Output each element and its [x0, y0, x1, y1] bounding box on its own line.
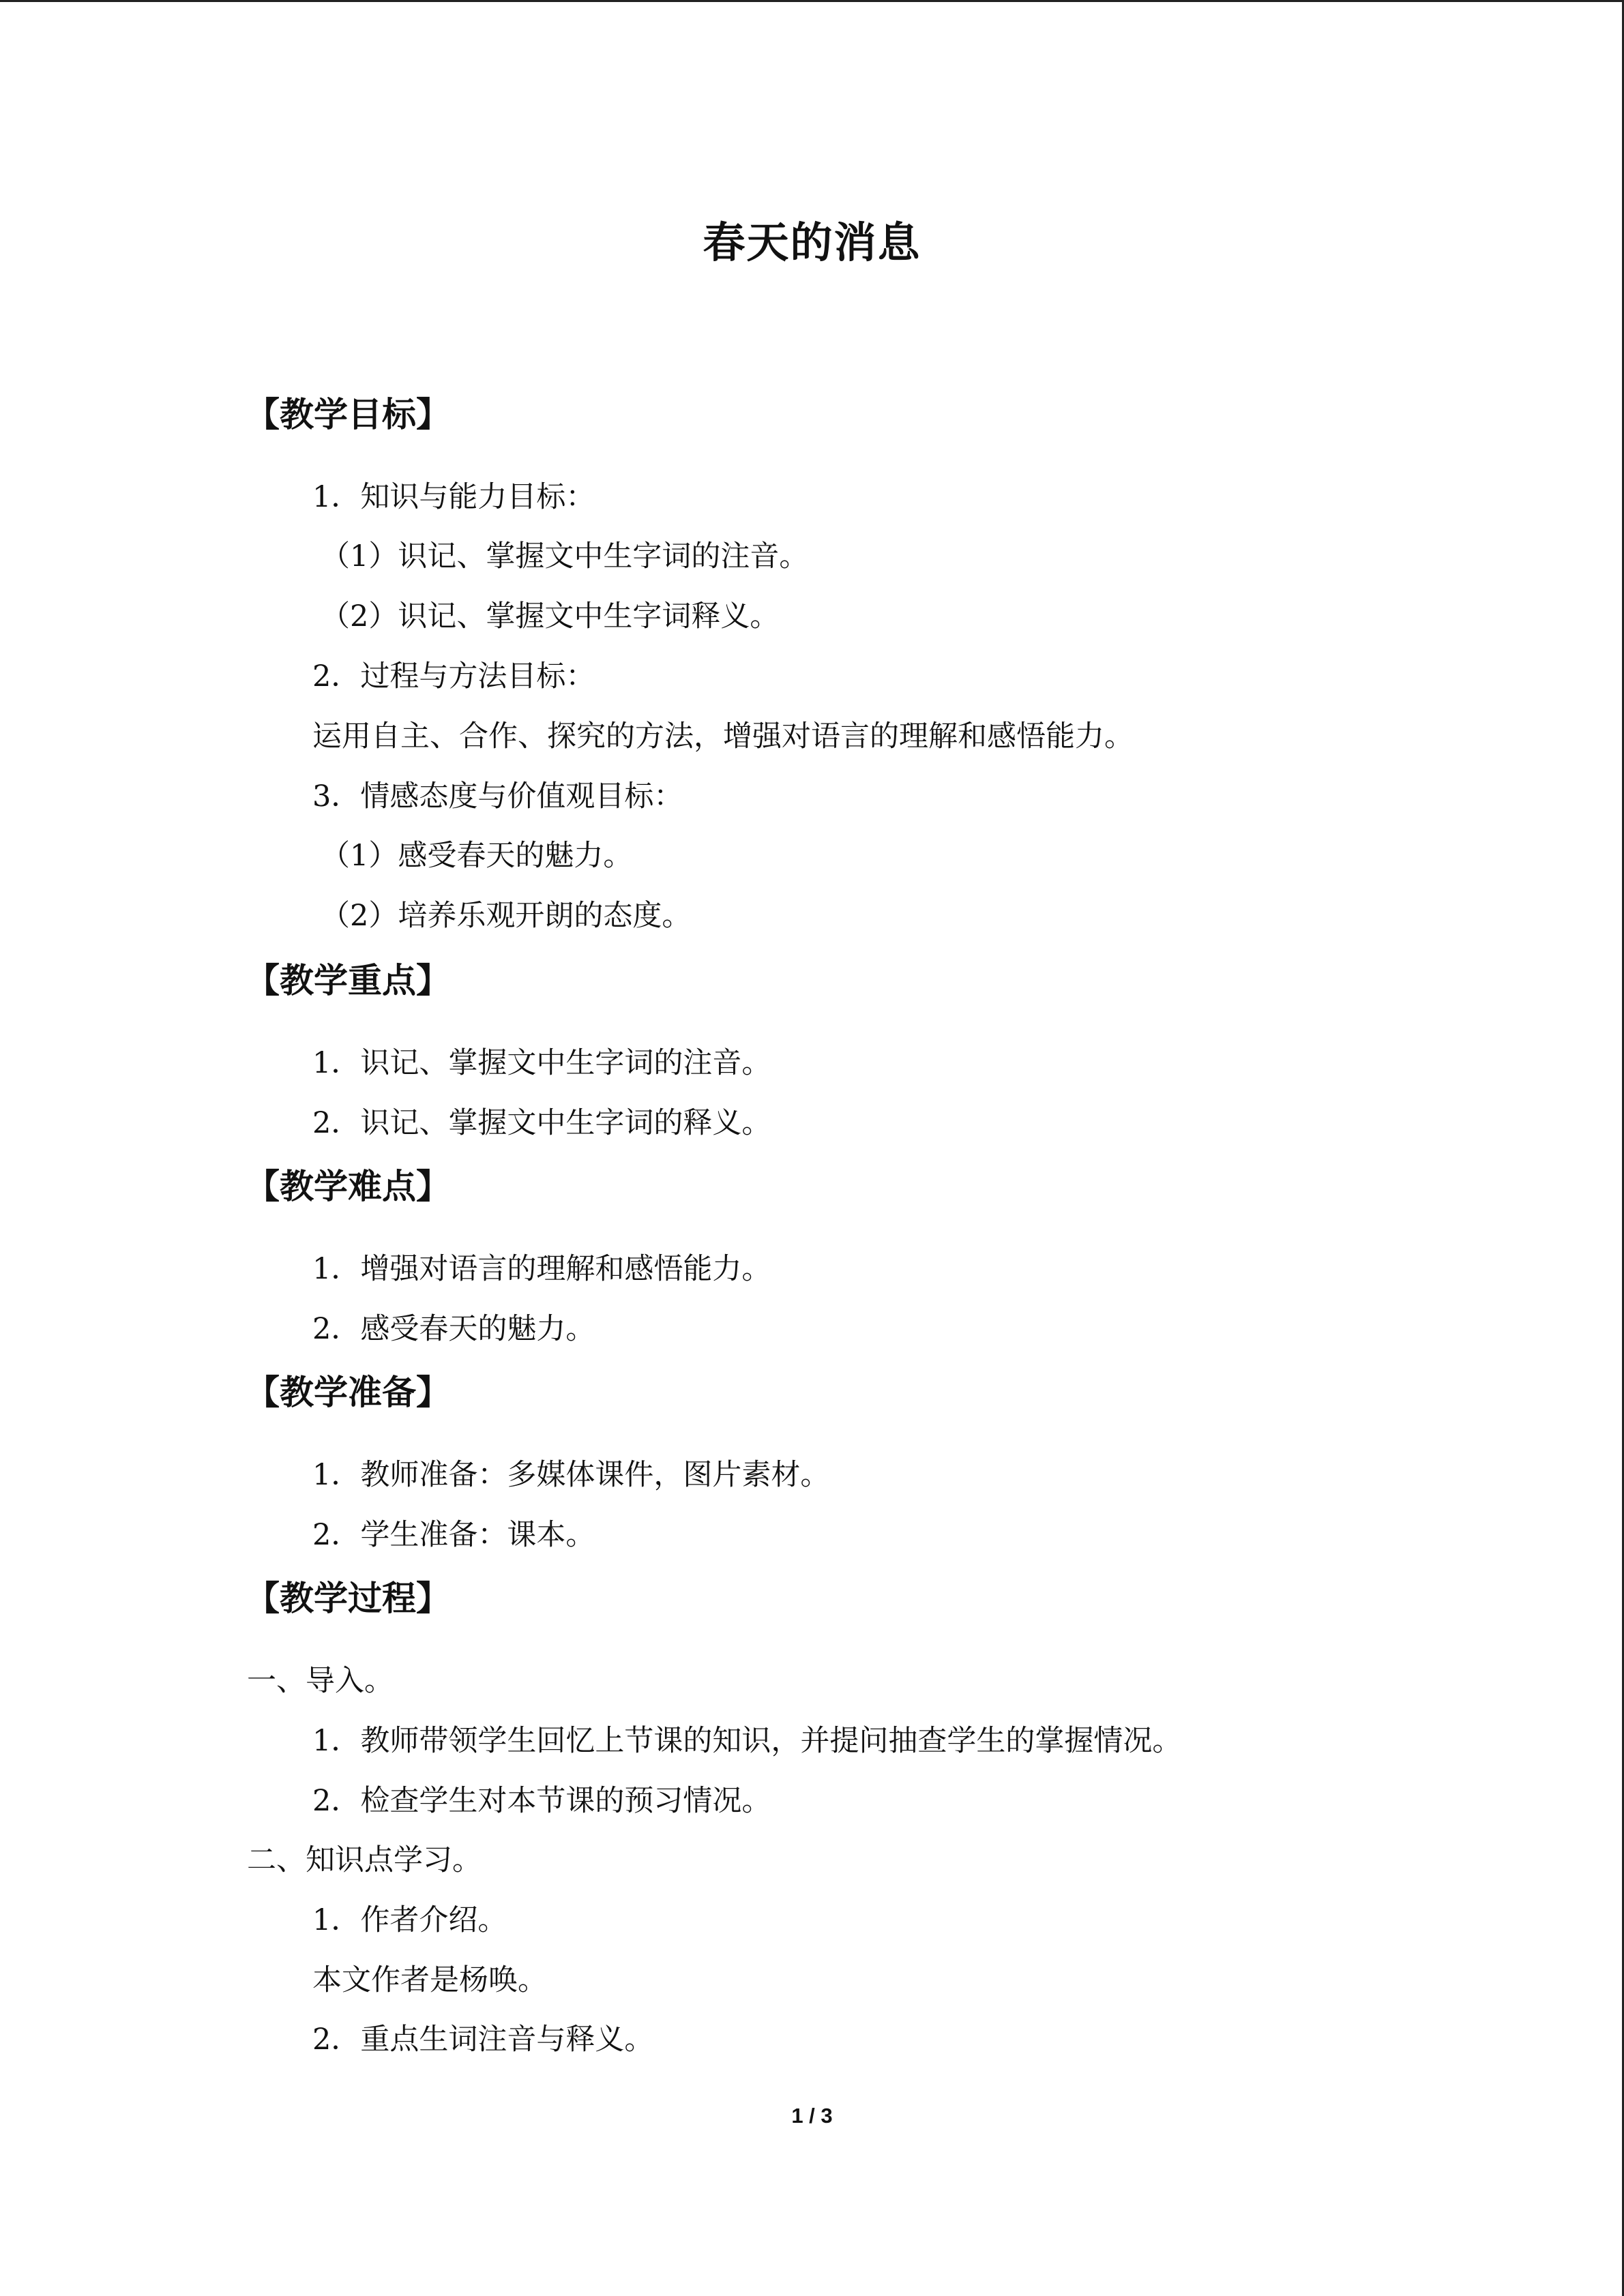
- section-heading-objectives: 【教学目标】: [246, 395, 450, 434]
- key-points-line: 2．识记、掌握文中生字词的释义。: [312, 1106, 771, 1140]
- objectives-line: （2）培养乐观开朗的态度。: [321, 899, 692, 933]
- process-line: 一、导入。: [247, 1664, 394, 1698]
- process-line: 2．重点生词注音与释义。: [312, 2023, 654, 2057]
- document-title: 春天的消息: [703, 218, 921, 267]
- section-heading-process: 【教学过程】: [246, 1579, 450, 1618]
- objectives-line: （2）识记、掌握文中生字词释义。: [321, 599, 780, 633]
- objectives-line: 2．过程与方法目标：: [312, 659, 595, 694]
- preparation-line: 2．学生准备：课本。: [312, 1518, 595, 1552]
- process-line: 2．检查学生对本节课的预习情况。: [312, 1784, 771, 1818]
- process-line: 1．教师带领学生回忆上节课的知识，并提问抽查学生的掌握情况。: [312, 1724, 1182, 1758]
- process-line: 1．作者介绍。: [312, 1903, 507, 1937]
- section-heading-difficulties: 【教学难点】: [246, 1167, 450, 1206]
- objectives-line: 运用自主、合作、探究的方法，增强对语言的理解和感悟能力。: [312, 719, 1134, 754]
- key-points-line: 1．识记、掌握文中生字词的注音。: [312, 1046, 771, 1080]
- objectives-line: （1）识记、掌握文中生字词的注音。: [321, 539, 809, 573]
- objectives-line: 1．知识与能力目标：: [312, 480, 595, 514]
- section-heading-preparation: 【教学准备】: [246, 1373, 450, 1412]
- preparation-line: 1．教师准备：多媒体课件，图片素材。: [312, 1458, 830, 1492]
- objectives-line: （1）感受春天的魅力。: [321, 839, 633, 873]
- section-heading-key-points: 【教学重点】: [246, 961, 450, 1000]
- difficulties-line: 1．增强对语言的理解和感悟能力。: [312, 1252, 771, 1286]
- difficulties-line: 2．感受春天的魅力。: [312, 1312, 595, 1346]
- page-number: 1 / 3: [791, 2104, 833, 2128]
- process-line: 二、知识点学习。: [247, 1843, 482, 1877]
- process-line: 本文作者是杨唤。: [312, 1963, 547, 1997]
- objectives-line: 3．情感态度与价值观目标：: [312, 779, 683, 814]
